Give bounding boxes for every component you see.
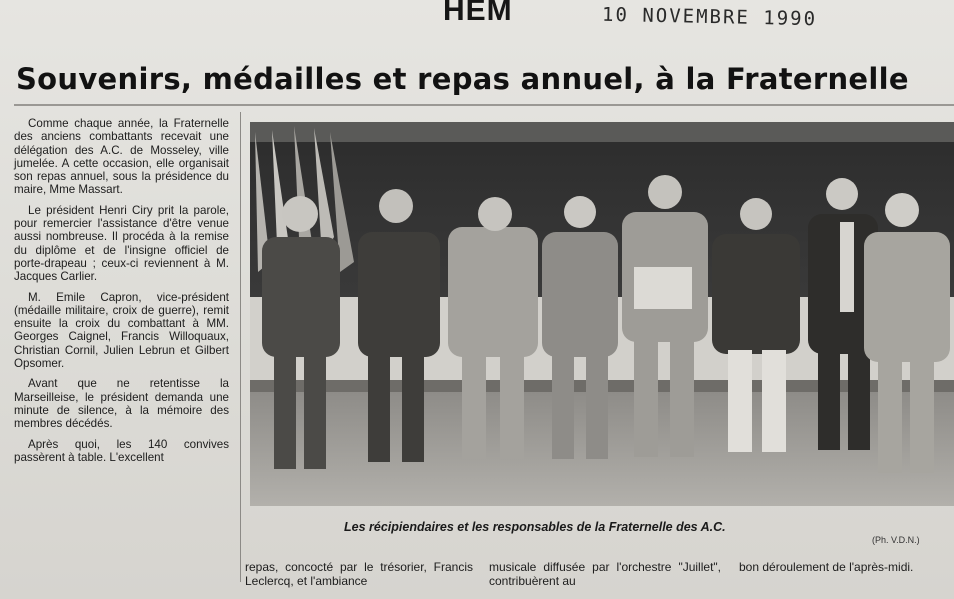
paragraph: M. Emile Capron, vice-président (médaille militaire, croix de guerre), remit ensuite la croix du combattant à MM. Georges Caignel, Francis Willoquaux, Christian Cornil, Julien Lebrun et Gilbert Opsomer. — [14, 290, 229, 371]
paragraph: Après quoi, les 140 convives passèrent à table. L'excellent — [14, 437, 229, 464]
photo-caption: Les récipiendaires et les responsables de la Fraternelle des A.C. — [344, 520, 726, 534]
group-photo-illustration — [250, 122, 954, 506]
column-divider — [240, 112, 241, 582]
handwritten-date: 10 NOVEMBRE 1990 — [601, 3, 818, 31]
paragraph: Comme chaque année, la Fraternelle des anciens combattants recevait une délégation des A.C. de Mosseley, ville jumelée. A cette occasion, elle organisait son repas annuel, sous la présidence du maire, Mme Massart. — [14, 117, 229, 197]
photo-credit: (Ph. V.D.N.) — [872, 535, 920, 545]
group-photo — [250, 122, 954, 506]
article-column-2: repas, concocté par le trésorier, Francis Leclercq, et l'ambiance — [245, 560, 473, 588]
paragraph: Le président Henri Ciry prit la parole, pour remercier l'assistance d'être venue aussi nombreuse. Il procéda à la remise du diplôme et de l'insigne officiel de porte-drapeau ; ceux-ci reviennent à M. Jacques Carlier. — [14, 203, 229, 284]
article-column-3: musicale diffusée par l'orchestre "Juillet", contribuèrent au — [489, 560, 721, 588]
paragraph: Avant que ne retentisse la Marseilleise, le président demanda une minute de silence, à la mémoire des membres décédés. — [14, 377, 229, 431]
article-headline: Souvenirs, médailles et repas annuel, à la Fraternelle — [16, 62, 909, 96]
article-column-4: bon déroulement de l'après-midi. — [739, 560, 914, 574]
headline-rule — [14, 104, 954, 106]
article-left-column — [14, 117, 229, 471]
town-name: HEM — [443, 0, 513, 27]
